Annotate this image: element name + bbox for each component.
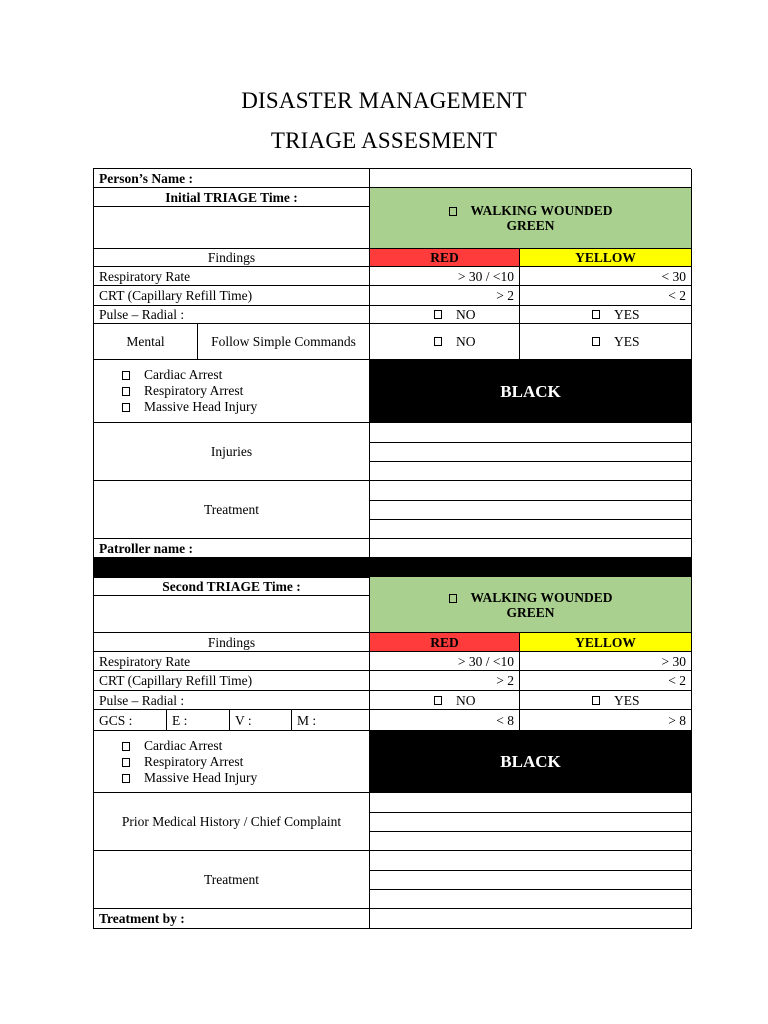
follow-commands-label: Follow Simple Commands [198,324,370,360]
treatment-line[interactable] [370,890,692,909]
follow-yes-option[interactable] [520,324,692,360]
checkbox-icon[interactable] [434,310,442,319]
treatment-label: Treatment [94,481,370,539]
respiratory-rate-yellow: < 30 [520,267,692,286]
yellow-header: YELLOW [520,633,692,652]
checkbox-icon[interactable] [592,696,600,705]
checkbox-icon[interactable] [434,337,442,346]
persons-name-field[interactable] [370,169,692,188]
walking-wounded-green-cell [370,577,692,633]
green-label: GREEN [506,218,555,233]
respiratory-rate-label: Respiratory Rate [94,652,370,671]
respiratory-rate-red: > 30 / <10 [370,267,520,286]
respiratory-arrest-label: Respiratory Arrest [144,383,244,398]
checkbox-icon[interactable] [449,207,457,216]
black-criteria-list [94,731,370,793]
gcs-e-field[interactable]: E : [167,710,230,730]
injuries-line[interactable] [370,443,692,462]
history-line[interactable] [370,793,692,813]
gcs-label: GCS : [94,710,167,730]
treatment-by-label: Treatment by : [94,909,370,929]
treatment-line[interactable] [370,851,692,871]
treatment-line[interactable] [370,501,692,520]
checkbox-icon[interactable] [122,387,130,396]
mental-label: Mental [94,324,198,360]
cardiac-arrest-label: Cardiac Arrest [144,737,223,753]
pulse-no-option[interactable] [370,691,520,710]
cardiac-arrest-label: Cardiac Arrest [144,367,223,382]
follow-yes-label: YES [614,334,640,349]
checkbox-icon[interactable] [122,758,130,767]
list-item[interactable] [122,383,243,399]
medical-history-label: Prior Medical History / Chief Complaint [94,793,370,851]
crt-label: CRT (Capillary Refill Time) [94,286,370,306]
black-criteria-list [94,360,370,423]
initial-triage-time-label: Initial TRIAGE Time : [94,188,370,207]
respiratory-rate-yellow: > 30 [520,652,692,671]
pulse-yes-option[interactable] [520,691,692,710]
checkbox-icon[interactable] [122,371,130,380]
red-header: RED [370,249,520,267]
green-label: GREEN [506,604,555,620]
pulse-no-option[interactable] [370,306,520,324]
document-title: DISASTER MANAGEMENT [241,88,527,113]
treatment-line[interactable] [370,481,692,501]
list-item[interactable] [122,754,243,770]
red-header: RED [370,633,520,652]
checkbox-icon[interactable] [122,742,130,751]
list-item[interactable] [122,738,222,754]
massive-head-injury-label: Massive Head Injury [144,769,258,785]
gcs-yellow: > 8 [520,710,692,731]
gcs-row [94,710,370,731]
checkbox-icon[interactable] [592,310,600,319]
checkbox-icon[interactable] [122,403,130,412]
list-item[interactable] [122,367,222,383]
second-triage-time-label: Second TRIAGE Time : [94,577,370,596]
crt-red: > 2 [370,286,520,306]
treatment-line[interactable] [370,520,692,539]
crt-yellow: < 2 [520,286,692,306]
pulse-yes-label: YES [614,692,640,708]
checkbox-icon[interactable] [592,337,600,346]
yellow-header: YELLOW [520,249,692,267]
persons-name-label: Person’s Name : [94,169,370,188]
second-triage-table [93,577,691,929]
walking-wounded-green-cell [370,188,692,249]
initial-triage-table [93,168,691,578]
checkbox-icon[interactable] [434,696,442,705]
respiratory-rate-red: > 30 / <10 [370,652,520,671]
patroller-name-field[interactable] [370,539,692,558]
pulse-no-label: NO [456,307,476,322]
pulse-no-label: NO [456,692,476,708]
massive-head-injury-label: Massive Head Injury [144,399,258,414]
list-item[interactable] [122,770,257,786]
document-subtitle: TRIAGE ASSESMENT [270,128,498,153]
gcs-v-field[interactable]: V : [230,710,292,730]
checkbox-icon[interactable] [122,774,130,783]
injuries-line[interactable] [370,462,692,481]
black-category-cell: BLACK [370,360,692,423]
pulse-yes-label: YES [614,307,640,322]
respiratory-arrest-label: Respiratory Arrest [144,753,244,769]
pulse-radial-label: Pulse – Radial : [94,691,370,710]
gcs-m-field[interactable]: M : [297,712,317,728]
section-divider [94,558,692,578]
respiratory-rate-label: Respiratory Rate [94,267,370,286]
patroller-name-label: Patroller name : [94,539,370,558]
walking-wounded-label: WALKING WOUNDED [470,203,613,218]
follow-no-option[interactable] [370,324,520,360]
treatment-by-field[interactable] [370,909,692,929]
walking-wounded-label: WALKING WOUNDED [470,589,613,605]
injuries-line[interactable] [370,423,692,443]
history-line[interactable] [370,813,692,832]
findings-header: Findings [94,249,370,267]
follow-no-label: NO [456,334,476,349]
crt-label: CRT (Capillary Refill Time) [94,671,370,691]
treatment-label: Treatment [94,851,370,909]
crt-yellow: < 2 [520,671,692,691]
second-triage-time-field[interactable] [94,596,370,633]
findings-header: Findings [94,633,370,652]
gcs-red: < 8 [370,710,520,731]
list-item[interactable] [122,399,257,415]
history-line[interactable] [370,832,692,851]
pulse-yes-option[interactable] [520,306,692,324]
pulse-radial-label: Pulse – Radial : [94,306,370,324]
black-category-cell: BLACK [370,731,692,793]
crt-red: > 2 [370,671,520,691]
initial-triage-time-field[interactable] [94,207,370,249]
treatment-line[interactable] [370,871,692,890]
injuries-label: Injuries [94,423,370,481]
checkbox-icon[interactable] [449,594,457,603]
